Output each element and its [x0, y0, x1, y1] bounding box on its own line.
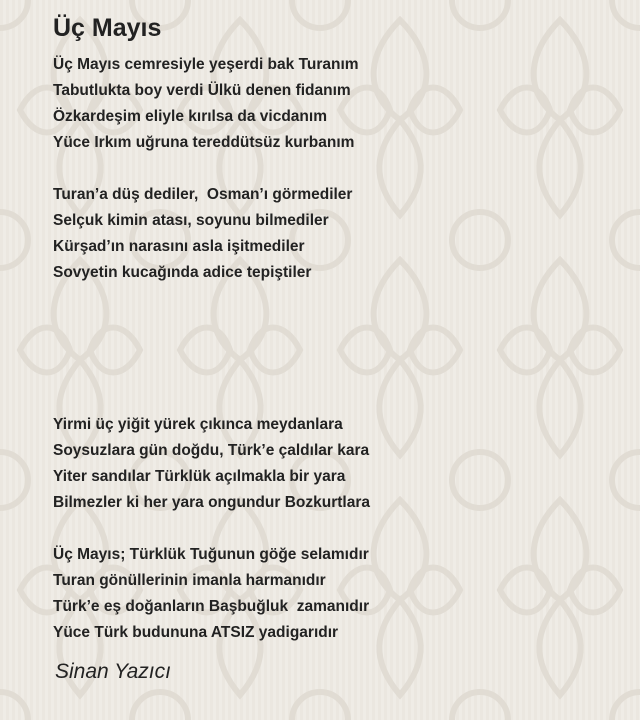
poem-line: Yiter sandılar Türklük açılmakla bir yara: [53, 468, 346, 485]
poem-line: Yüce Türk budununa ATSIZ yadigarıdır: [53, 624, 339, 641]
poem-line: Yirmi üç yiğit yürek çıkınca meydanlara: [53, 416, 343, 433]
poem-line: Üç Mayıs; Türklük Tuğunun göğe selamıdır: [53, 546, 369, 563]
poem-line: Turan’a düş dediler, Osman’ı görmediler: [53, 186, 353, 203]
poem-line: Bilmezler ki her yara ongundur Bozkurtlara: [53, 494, 370, 511]
poem-line: Turan gönüllerinin imanla harmanıdır: [53, 572, 326, 589]
poem-author: Sinan Yazıcı: [55, 660, 171, 683]
poem-line: Yüce Irkım uğruna tereddütsüz kurbanım: [53, 134, 355, 151]
stanza-4: [53, 542, 369, 646]
poem-line: Tabutlukta boy verdi Ülkü denen fidanım: [53, 82, 351, 99]
poem-line: Türk’e eş doğanların Başbuğluk zamanıdır: [53, 598, 370, 615]
stanza-1: [53, 52, 359, 156]
stanza-2: [53, 182, 352, 286]
poem-line: Üç Mayıs cemresiyle yeşerdi bak Turanım: [53, 56, 359, 73]
poem-line: Sovyetin kucağında adice tepiştiler: [53, 264, 312, 281]
poem-line: Soysuzlara gün doğdu, Türk’e çaldılar kara: [53, 442, 370, 459]
poem-line: Özkardeşim eliyle kırılsa da vicdanım: [53, 108, 327, 125]
poem-line: Selçuk kimin atası, soyunu bilmediler: [53, 212, 329, 229]
stanza-3: [53, 412, 370, 516]
poem-line: Kürşad’ın narasını asla işitmediler: [53, 238, 305, 255]
poem-title: Üç Mayıs: [53, 14, 162, 42]
